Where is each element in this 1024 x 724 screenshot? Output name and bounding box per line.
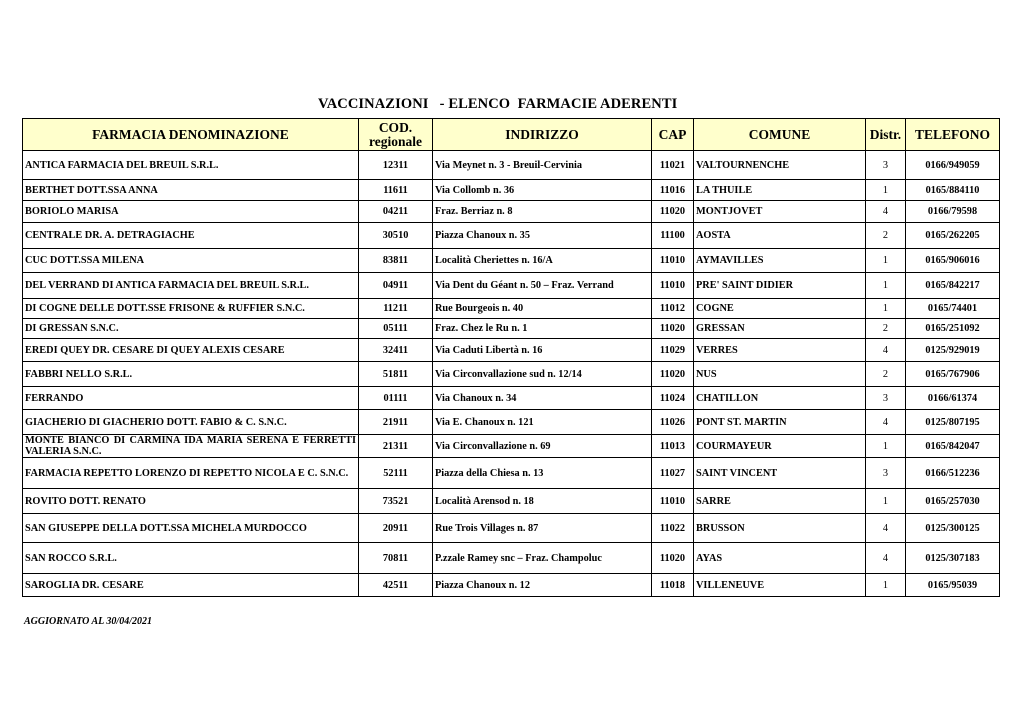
cell-comune: NUS xyxy=(694,362,866,387)
cell-address: Via Circonvallazione n. 69 xyxy=(433,435,652,458)
cell-cap: 11021 xyxy=(652,151,694,180)
cell-address: Via Dent du Géant n. 50 – Fraz. Verrand xyxy=(433,273,652,299)
cell-comune: COGNE xyxy=(694,299,866,319)
cell-comune: CHATILLON xyxy=(694,387,866,410)
header-distr: Distr. xyxy=(866,119,906,151)
table-row xyxy=(23,362,1000,387)
cell-telefono: 0165/767906 xyxy=(906,362,1000,387)
cell-name: DI COGNE DELLE DOTT.SSE FRISONE & RUFFIER S.N.C. xyxy=(23,299,359,319)
cell-distr: 3 xyxy=(866,387,906,410)
cell-name: FERRANDO xyxy=(23,387,359,410)
cell-comune: BRUSSON xyxy=(694,514,866,543)
cell-telefono: 0165/251092 xyxy=(906,319,1000,339)
cell-cod: 04211 xyxy=(359,201,433,223)
cell-cod: 04911 xyxy=(359,273,433,299)
cell-telefono: 0166/61374 xyxy=(906,387,1000,410)
cell-cap: 11013 xyxy=(652,435,694,458)
cell-cod: 32411 xyxy=(359,339,433,362)
cell-comune: GRESSAN xyxy=(694,319,866,339)
cell-address: Rue Bourgeois n. 40 xyxy=(433,299,652,319)
cell-telefono: 0165/74401 xyxy=(906,299,1000,319)
cell-address: Via Meynet n. 3 - Breuil-Cervinia xyxy=(433,151,652,180)
cell-distr: 2 xyxy=(866,223,906,249)
cell-telefono: 0165/842047 xyxy=(906,435,1000,458)
table-row xyxy=(23,387,1000,410)
cell-distr: 3 xyxy=(866,458,906,489)
cell-distr: 4 xyxy=(866,201,906,223)
cell-cap: 11012 xyxy=(652,299,694,319)
cell-name: BORIOLO MARISA xyxy=(23,201,359,223)
cell-name: FABBRI NELLO S.R.L. xyxy=(23,362,359,387)
table-row xyxy=(23,514,1000,543)
table-row xyxy=(23,339,1000,362)
cell-cod: 11211 xyxy=(359,299,433,319)
cell-telefono: 0125/929019 xyxy=(906,339,1000,362)
cell-cap: 11027 xyxy=(652,458,694,489)
cell-name: SAROGLIA DR. CESARE xyxy=(23,574,359,597)
cell-cap: 11020 xyxy=(652,543,694,574)
table-row xyxy=(23,410,1000,435)
cell-telefono: 0165/884110 xyxy=(906,180,1000,201)
document-title: VACCINAZIONI - ELENCO FARMACIE ADERENTI xyxy=(318,96,678,112)
cell-address: Via Caduti Libertà n. 16 xyxy=(433,339,652,362)
cell-name: ANTICA FARMACIA DEL BREUIL S.R.L. xyxy=(23,151,359,180)
table-row xyxy=(23,249,1000,273)
cell-telefono: 0125/300125 xyxy=(906,514,1000,543)
table-row xyxy=(23,151,1000,180)
cell-cod: 83811 xyxy=(359,249,433,273)
cell-name: MONTE BIANCO DI CARMINA IDA MARIA SERENA E FERRETTI VALERIA S.N.C. xyxy=(23,435,359,458)
cell-distr: 4 xyxy=(866,514,906,543)
cell-comune: VERRES xyxy=(694,339,866,362)
cell-name: SAN GIUSEPPE DELLA DOTT.SSA MICHELA MURDOCCO xyxy=(23,514,359,543)
cell-address: Piazza Chanoux n. 12 xyxy=(433,574,652,597)
cell-name: EREDI QUEY DR. CESARE DI QUEY ALEXIS CESARE xyxy=(23,339,359,362)
cell-distr: 1 xyxy=(866,299,906,319)
update-note: AGGIORNATO AL 30/04/2021 xyxy=(24,616,152,627)
cell-cod: 05111 xyxy=(359,319,433,339)
cell-cap: 11100 xyxy=(652,223,694,249)
cell-cap: 11010 xyxy=(652,249,694,273)
cell-comune: AYMAVILLES xyxy=(694,249,866,273)
cell-cod: 70811 xyxy=(359,543,433,574)
table-row xyxy=(23,319,1000,339)
cell-cod: 20911 xyxy=(359,514,433,543)
cell-address: Via E. Chanoux n. 121 xyxy=(433,410,652,435)
cell-cap: 11029 xyxy=(652,339,694,362)
cell-distr: 1 xyxy=(866,273,906,299)
cell-comune: SARRE xyxy=(694,489,866,514)
cell-name: ROVITO DOTT. RENATO xyxy=(23,489,359,514)
cell-telefono: 0166/512236 xyxy=(906,458,1000,489)
cell-telefono: 0165/906016 xyxy=(906,249,1000,273)
cell-cod: 42511 xyxy=(359,574,433,597)
cell-comune: PONT ST. MARTIN xyxy=(694,410,866,435)
cell-cap: 11010 xyxy=(652,489,694,514)
cell-cap: 11018 xyxy=(652,574,694,597)
cell-cod: 30510 xyxy=(359,223,433,249)
cell-name: DI GRESSAN S.N.C. xyxy=(23,319,359,339)
table-row xyxy=(23,299,1000,319)
cell-cap: 11026 xyxy=(652,410,694,435)
header-telefono: TELEFONO xyxy=(906,119,1000,151)
cell-address: Fraz. Berriaz n. 8 xyxy=(433,201,652,223)
cell-address: Rue Trois Villages n. 87 xyxy=(433,514,652,543)
cell-telefono: 0165/95039 xyxy=(906,574,1000,597)
header-comune: COMUNE xyxy=(694,119,866,151)
cell-cod: 73521 xyxy=(359,489,433,514)
cell-comune: AYAS xyxy=(694,543,866,574)
cell-cap: 11022 xyxy=(652,514,694,543)
cell-telefono: 0165/257030 xyxy=(906,489,1000,514)
cell-cod: 21911 xyxy=(359,410,433,435)
cell-distr: 4 xyxy=(866,339,906,362)
table-row xyxy=(23,543,1000,574)
header-cod-line2: regionale xyxy=(369,133,422,149)
cell-cap: 11020 xyxy=(652,319,694,339)
cell-comune: PRE' SAINT DIDIER xyxy=(694,273,866,299)
cell-address: Località Arensod n. 18 xyxy=(433,489,652,514)
cell-cod: 12311 xyxy=(359,151,433,180)
table-row xyxy=(23,223,1000,249)
cell-cap: 11016 xyxy=(652,180,694,201)
header-cod xyxy=(359,119,433,151)
cell-name: CUC DOTT.SSA MILENA xyxy=(23,249,359,273)
header-name: FARMACIA DENOMINAZIONE xyxy=(23,119,359,151)
table-row xyxy=(23,273,1000,299)
cell-name: FARMACIA REPETTO LORENZO DI REPETTO NICOLA E C. S.N.C. xyxy=(23,458,359,489)
header-address: INDIRIZZO xyxy=(433,119,652,151)
cell-distr: 4 xyxy=(866,543,906,574)
cell-cod: 01111 xyxy=(359,387,433,410)
cell-distr: 2 xyxy=(866,362,906,387)
cell-cod: 52111 xyxy=(359,458,433,489)
cell-name: BERTHET DOTT.SSA ANNA xyxy=(23,180,359,201)
cell-comune: VALTOURNENCHE xyxy=(694,151,866,180)
cell-name: SAN ROCCO S.R.L. xyxy=(23,543,359,574)
header-cod-line1: COD. xyxy=(378,119,413,135)
cell-name: DEL VERRAND DI ANTICA FARMACIA DEL BREUIL S.R.L. xyxy=(23,273,359,299)
cell-distr: 4 xyxy=(866,410,906,435)
cell-address: Via Circonvallazione sud n. 12/14 xyxy=(433,362,652,387)
cell-address: Località Cheriettes n. 16/A xyxy=(433,249,652,273)
cell-cap: 11024 xyxy=(652,387,694,410)
cell-telefono: 0166/79598 xyxy=(906,201,1000,223)
cell-comune: MONTJOVET xyxy=(694,201,866,223)
cell-telefono: 0165/262205 xyxy=(906,223,1000,249)
cell-address: Fraz. Chez le Ru n. 1 xyxy=(433,319,652,339)
table-row xyxy=(23,180,1000,201)
cell-distr: 2 xyxy=(866,319,906,339)
header-cap: CAP xyxy=(652,119,694,151)
pharmacy-table xyxy=(22,118,1000,597)
cell-cap: 11010 xyxy=(652,273,694,299)
cell-address: Via Chanoux n. 34 xyxy=(433,387,652,410)
cell-distr: 1 xyxy=(866,249,906,273)
table-header-row xyxy=(23,119,1000,151)
cell-name: GIACHERIO DI GIACHERIO DOTT. FABIO & C. S.N.C. xyxy=(23,410,359,435)
table-row xyxy=(23,574,1000,597)
table-row xyxy=(23,489,1000,514)
table-row xyxy=(23,458,1000,489)
cell-cod: 51811 xyxy=(359,362,433,387)
cell-cod: 11611 xyxy=(359,180,433,201)
cell-distr: 1 xyxy=(866,180,906,201)
cell-cap: 11020 xyxy=(652,362,694,387)
cell-address: P.zzale Ramey snc – Fraz. Champoluc xyxy=(433,543,652,574)
cell-comune: VILLENEUVE xyxy=(694,574,866,597)
cell-comune: AOSTA xyxy=(694,223,866,249)
cell-telefono: 0165/842217 xyxy=(906,273,1000,299)
cell-telefono: 0166/949059 xyxy=(906,151,1000,180)
cell-telefono: 0125/807195 xyxy=(906,410,1000,435)
table-row xyxy=(23,435,1000,458)
cell-comune: COURMAYEUR xyxy=(694,435,866,458)
cell-distr: 1 xyxy=(866,435,906,458)
cell-cod: 21311 xyxy=(359,435,433,458)
cell-name: CENTRALE DR. A. DETRAGIACHE xyxy=(23,223,359,249)
cell-distr: 3 xyxy=(866,151,906,180)
cell-distr: 1 xyxy=(866,489,906,514)
cell-telefono: 0125/307183 xyxy=(906,543,1000,574)
cell-address: Piazza della Chiesa n. 13 xyxy=(433,458,652,489)
cell-comune: LA THUILE xyxy=(694,180,866,201)
cell-address: Via Collomb n. 36 xyxy=(433,180,652,201)
cell-cap: 11020 xyxy=(652,201,694,223)
cell-address: Piazza Chanoux n. 35 xyxy=(433,223,652,249)
cell-distr: 1 xyxy=(866,574,906,597)
table-row xyxy=(23,201,1000,223)
cell-comune: SAINT VINCENT xyxy=(694,458,866,489)
